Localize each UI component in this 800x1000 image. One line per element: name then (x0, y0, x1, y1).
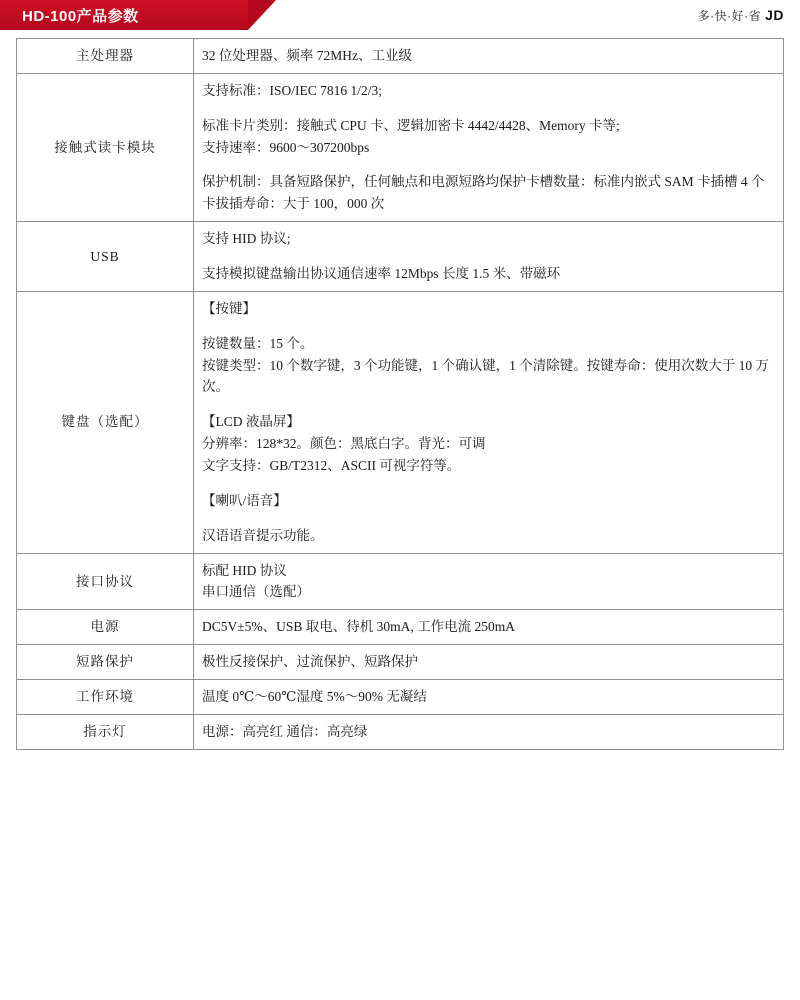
spec-value-line: DC5V±5%、USB 取电、待机 30mA, 工作电流 250mA (202, 619, 516, 635)
table-row (17, 553, 784, 610)
spec-value-line: 分辨率：128*32。颜色：黑底白字。背光：可调 (202, 436, 486, 452)
page-header (0, 0, 800, 30)
spec-value-line: 温度 0℃～60℃湿度 5%～90% 无凝结 (202, 689, 427, 705)
spec-value-line: 按键类型：10 个数字键，3 个功能键，1 个确认键，1 个清除键。按键寿命：使用次数大于 10 万次。 (202, 357, 769, 395)
spec-value-line: 32 位处理器、频率 72MHz、工业级 (202, 48, 412, 63)
spec-label-cell: 接触式读卡模块 (17, 73, 194, 221)
spec-value-line: 标准卡片类别：接触式 CPU 卡、逻辑加密卡 4442/4428、Memory 卡等; (202, 117, 620, 133)
spec-label-cell: 短路保护 (17, 645, 194, 680)
spec-value-cell (194, 645, 784, 680)
spec-label-cell: 电源 (17, 610, 194, 645)
spec-label-cell: 接口协议 (17, 553, 194, 610)
spec-value-line: 串口通信（选配） (202, 584, 310, 600)
spec-value-line: 电源：高亮红 通信：高亮绿 (202, 723, 368, 739)
page-title: HD-100产品参数 (22, 7, 139, 25)
spec-value-line: 极性反接保护、过流保护、短路保护 (202, 654, 418, 670)
spec-value-line: 【按键】 (202, 300, 256, 316)
spec-value-cell (194, 553, 784, 610)
spec-value-line: 支持模拟键盘输出协议通信速率 12Mbps 长度 1.5 米、带磁环 (202, 266, 561, 282)
brand-area (698, 7, 800, 24)
spec-value-line: 【喇叭/语音】 (202, 492, 287, 508)
spec-table-container (0, 30, 800, 750)
spec-value-line: 支持标准：ISO/IEC 7816 1/2/3; (202, 82, 383, 98)
table-row (17, 73, 784, 221)
spec-value-cell (194, 680, 784, 715)
table-row (17, 714, 784, 749)
spec-value-line: 保护机制：具备短路保护，任何触点和电源短路均保护卡槽数量：标准内嵌式 SAM 卡插槽 4 个 (202, 174, 765, 190)
spec-label-cell: USB (17, 222, 194, 292)
table-row (17, 291, 784, 553)
spec-label-cell: 工作环境 (17, 680, 194, 715)
spec-value-cell (194, 39, 784, 74)
spec-value-line: 标配 HID 协议 (202, 562, 287, 578)
spec-value-cell (194, 222, 784, 292)
product-spec-table (16, 38, 784, 750)
jd-logo: JD (765, 6, 784, 23)
table-row (17, 222, 784, 292)
spec-table-body (17, 39, 784, 750)
spec-value-cell (194, 73, 784, 221)
spec-label-cell: 主处理器 (17, 39, 194, 74)
brand-slogan: 多·快·好·省 (697, 8, 762, 23)
spec-value-line: 支持 HID 协议; (202, 231, 291, 247)
table-row (17, 39, 784, 74)
spec-label-cell: 指示灯 (17, 714, 194, 749)
spec-value-line: 【LCD 液晶屏】 (202, 414, 300, 430)
spec-label-cell: 键盘（选配） (17, 291, 194, 553)
header-banner (0, 0, 248, 30)
spec-value-line: 支持速率：9600～307200bps (202, 139, 370, 155)
table-row (17, 610, 784, 645)
spec-value-line: 汉语语音提示功能。 (202, 527, 324, 543)
spec-value-cell (194, 291, 784, 553)
spec-value-cell (194, 714, 784, 749)
spec-value-line: 文字支持：GB/T2312、ASCII 可视字符等。 (202, 458, 461, 474)
spec-value-line: 按键数量：15 个。 (202, 335, 314, 351)
table-row (17, 680, 784, 715)
spec-value-line: 卡拔插寿命：大于 100，000 次 (202, 196, 385, 212)
spec-value-cell (194, 610, 784, 645)
table-row (17, 645, 784, 680)
